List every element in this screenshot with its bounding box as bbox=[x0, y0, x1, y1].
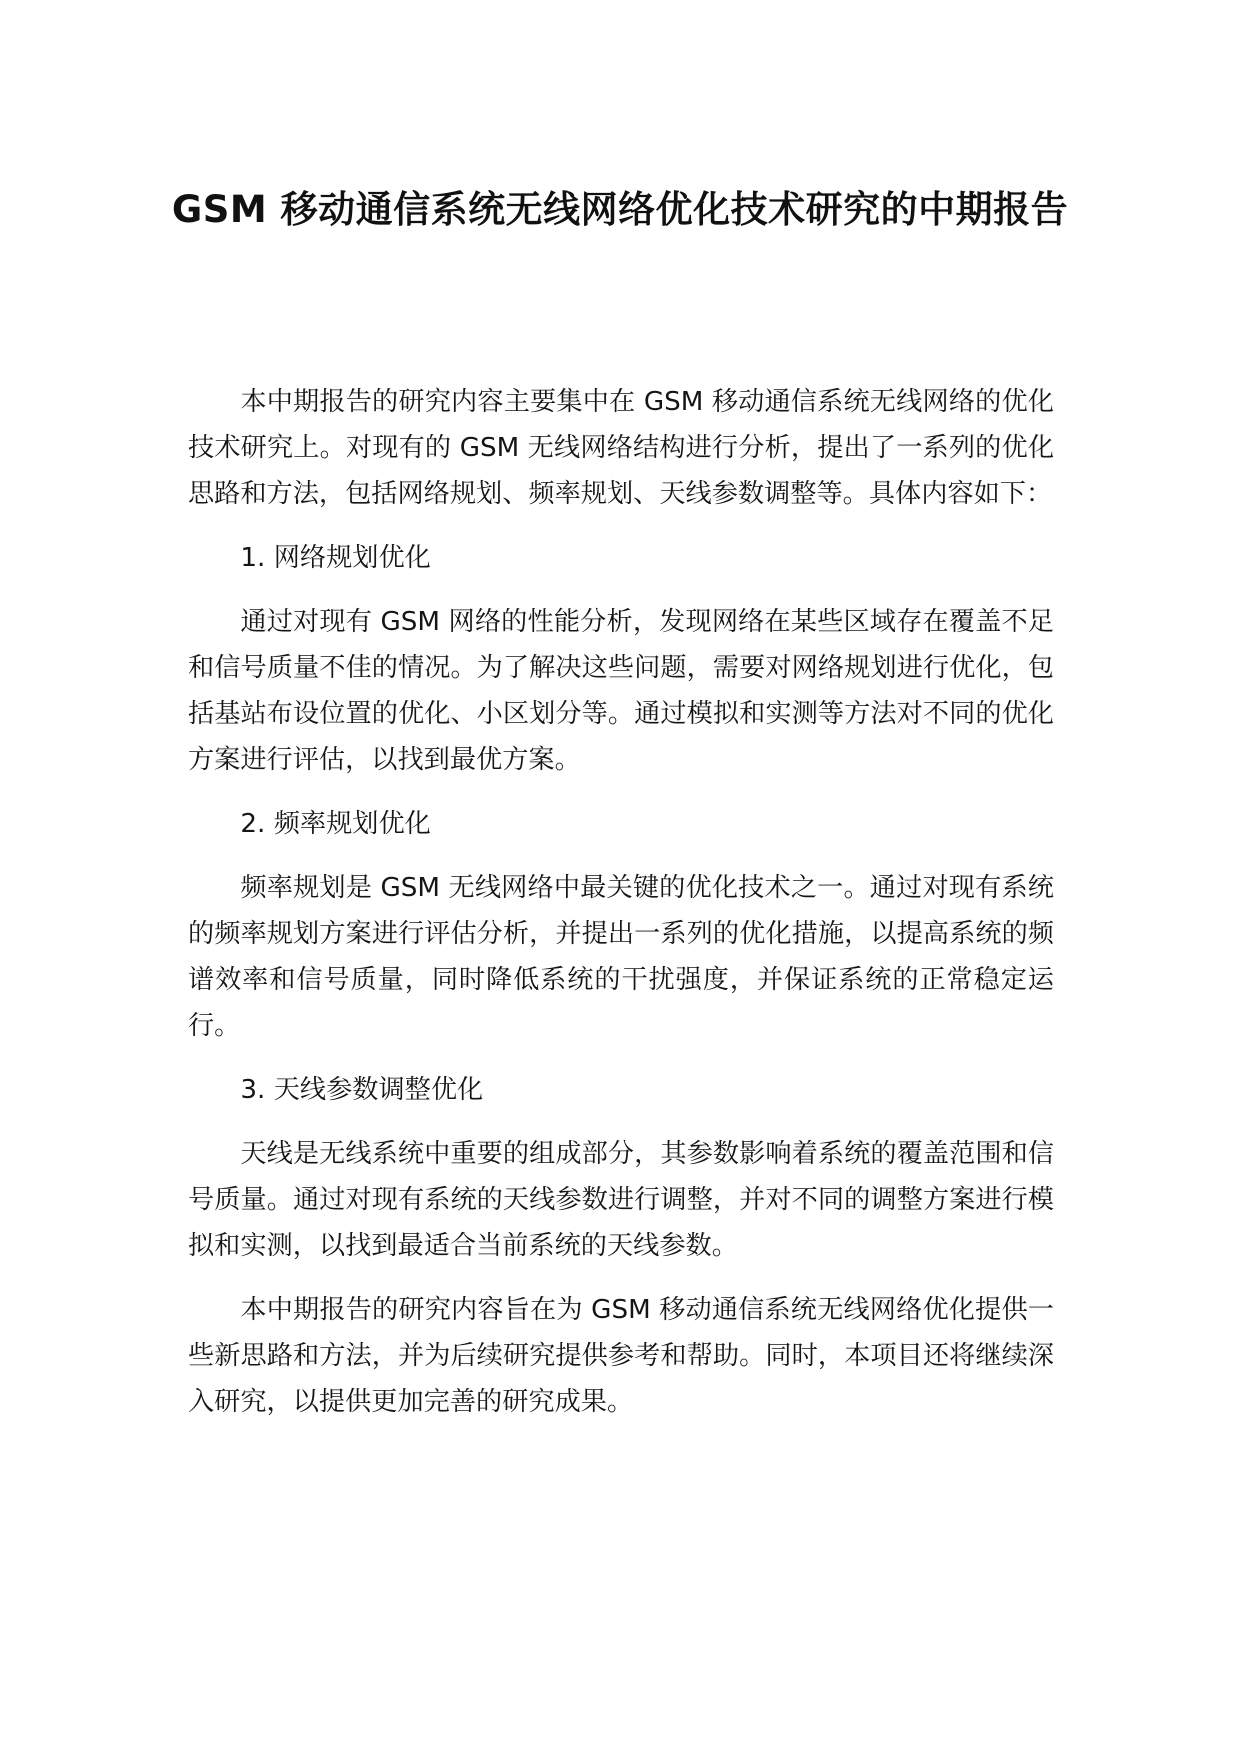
intro-paragraph: 本中期报告的研究内容主要集中在 GSM 移动通信系统无线网络的优化技术研究上。对现有的 GSM 无线网络结构进行分析，提出了一系列的优化思路和方法，包括网络规划、频率规划、天线参数调整等。具体内容如下： bbox=[188, 387, 1054, 509]
conclusion-paragraph: 本中期报告的研究内容旨在为 GSM 移动通信系统无线网络优化提供一些新思路和方法，并为后续研究提供参考和帮助。同时，本项目还将继续深入研究，以提供更加完善的研究成果。 bbox=[188, 1295, 1054, 1417]
section-heading-frequency-planning: 2. 频率规划优化 bbox=[240, 809, 431, 839]
section-heading-antenna-parameters: 3. 天线参数调整优化 bbox=[240, 1075, 484, 1105]
section-body-network-planning: 通过对现有 GSM 网络的性能分析，发现网络在某些区域存在覆盖不足和信号质量不佳的情况。为了解决这些问题，需要对网络规划进行优化，包括基站布设位置的优化、小区划分等。通过模拟和实测等方法对不同的优化方案进行评估，以找到最优方案。 bbox=[188, 607, 1054, 775]
section-heading-network-planning: 1. 网络规划优化 bbox=[240, 543, 431, 573]
section-body-frequency-planning: 频率规划是 GSM 无线网络中最关键的优化技术之一。通过对现有系统的频率规划方案进行评估分析，并提出一系列的优化措施，以提高系统的频谱效率和信号质量，同时降低系统的干扰强度，并保证系统的正常稳定运行。 bbox=[188, 873, 1054, 1041]
document-title: GSM 移动通信系统无线网络优化技术研究的中期报告 bbox=[171, 188, 1069, 231]
document-body bbox=[188, 379, 1054, 1443]
section-body-antenna-parameters: 天线是无线系统中重要的组成部分，其参数影响着系统的覆盖范围和信号质量。通过对现有系统的天线参数进行调整，并对不同的调整方案进行模拟和实测，以找到最适合当前系统的天线参数。 bbox=[188, 1139, 1054, 1261]
